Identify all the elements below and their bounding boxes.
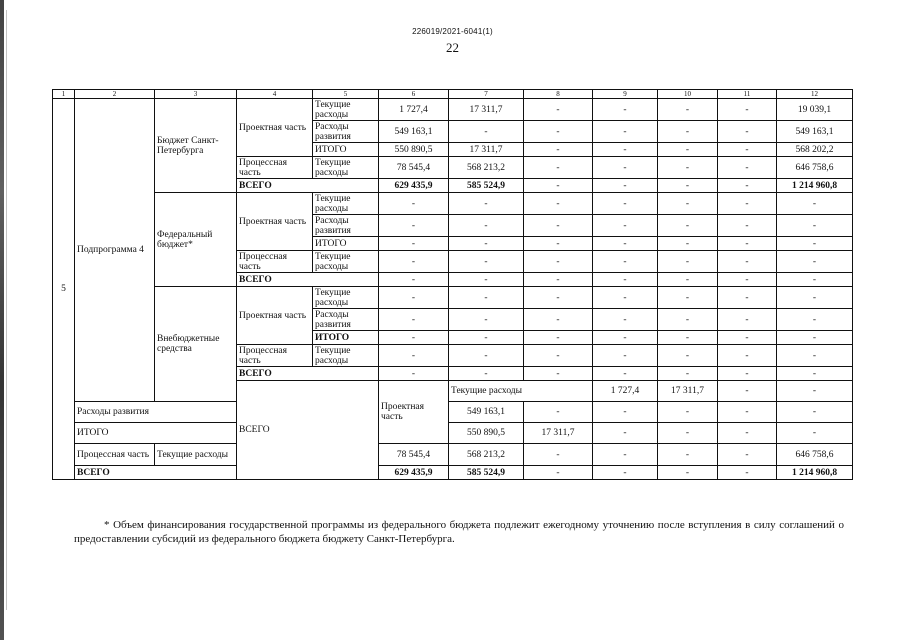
value-cell: - bbox=[593, 251, 658, 273]
value-cell: - bbox=[593, 121, 658, 143]
value-cell: - bbox=[718, 331, 777, 345]
value-cell: - bbox=[658, 345, 718, 367]
kind-current: Текущие расходы bbox=[449, 381, 593, 402]
financing-table bbox=[52, 89, 853, 480]
value-cell: 549 163,1 bbox=[449, 402, 524, 423]
value-cell: - bbox=[777, 423, 853, 444]
col-num: 10 bbox=[658, 90, 718, 99]
value-cell: - bbox=[777, 193, 853, 215]
value-cell: 550 890,5 bbox=[449, 423, 524, 444]
part-project: Проектная часть bbox=[237, 287, 313, 345]
source-spb: Бюджет Санкт-Петербурга bbox=[155, 99, 237, 193]
value-cell: - bbox=[449, 345, 524, 367]
value-cell: - bbox=[449, 251, 524, 273]
value-cell: - bbox=[777, 402, 853, 423]
value-cell: - bbox=[658, 444, 718, 466]
value-cell: - bbox=[379, 273, 449, 287]
table-row bbox=[53, 402, 853, 423]
col-num: 3 bbox=[155, 90, 237, 99]
value-cell: - bbox=[593, 402, 658, 423]
value-cell: 629 435,9 bbox=[379, 466, 449, 480]
value-cell: - bbox=[524, 179, 593, 193]
kind-development: Расходы развития bbox=[313, 121, 379, 143]
value-cell: - bbox=[718, 237, 777, 251]
value-cell: - bbox=[449, 331, 524, 345]
kind-itogo: ИТОГО bbox=[313, 237, 379, 251]
value-cell: - bbox=[449, 367, 524, 381]
page-number: 22 bbox=[446, 40, 459, 55]
value-cell: - bbox=[593, 309, 658, 331]
kind-itogo: ИТОГО bbox=[313, 331, 379, 345]
part-process: Процессная часть bbox=[237, 251, 313, 273]
value-cell: - bbox=[524, 99, 593, 121]
table-row bbox=[53, 423, 853, 444]
kind-current: Текущие расходы bbox=[313, 345, 379, 367]
value-cell: - bbox=[658, 179, 718, 193]
value-cell: 568 213,2 bbox=[449, 157, 524, 179]
value-cell: - bbox=[524, 251, 593, 273]
value-cell: - bbox=[718, 157, 777, 179]
value-cell: - bbox=[658, 309, 718, 331]
column-number-row bbox=[53, 90, 853, 99]
kind-development: Расходы развития bbox=[313, 215, 379, 237]
value-cell: - bbox=[658, 466, 718, 480]
kind-current: Текущие расходы bbox=[155, 444, 313, 466]
kind-current: Текущие расходы bbox=[313, 157, 379, 179]
value-cell: - bbox=[658, 331, 718, 345]
value-cell: - bbox=[718, 444, 777, 466]
value-cell: - bbox=[593, 466, 658, 480]
value-cell: - bbox=[777, 237, 853, 251]
value-cell: - bbox=[449, 309, 524, 331]
kind-vsego: ВСЕГО bbox=[75, 466, 313, 480]
table-row bbox=[53, 193, 853, 215]
value-cell: - bbox=[379, 215, 449, 237]
kind-current: Текущие расходы bbox=[313, 251, 379, 273]
value-cell: - bbox=[593, 331, 658, 345]
document-id: 226019/2021-6041(1) bbox=[412, 27, 493, 36]
value-cell: 568 202,2 bbox=[777, 143, 853, 157]
value-cell: - bbox=[593, 367, 658, 381]
value-cell: - bbox=[658, 273, 718, 287]
value-cell: 1 727,4 bbox=[379, 99, 449, 121]
value-cell: - bbox=[718, 121, 777, 143]
value-cell: - bbox=[658, 157, 718, 179]
value-cell: - bbox=[524, 237, 593, 251]
value-cell: - bbox=[718, 143, 777, 157]
table-row bbox=[53, 444, 853, 466]
table-row bbox=[53, 466, 853, 480]
scan-edge bbox=[0, 0, 4, 640]
value-cell: - bbox=[524, 215, 593, 237]
col-num: 11 bbox=[718, 90, 777, 99]
value-cell: 549 163,1 bbox=[379, 121, 449, 143]
col-num: 5 bbox=[313, 90, 379, 99]
value-cell: - bbox=[777, 273, 853, 287]
value-cell: - bbox=[524, 157, 593, 179]
value-cell: - bbox=[718, 309, 777, 331]
value-cell: - bbox=[524, 143, 593, 157]
value-cell: - bbox=[449, 215, 524, 237]
value-cell: - bbox=[777, 251, 853, 273]
value-cell: 1 214 960,8 bbox=[777, 179, 853, 193]
value-cell: 585 524,9 bbox=[449, 179, 524, 193]
value-cell: - bbox=[449, 273, 524, 287]
part-process: Процессная часть bbox=[237, 345, 313, 367]
value-cell: - bbox=[658, 237, 718, 251]
value-cell: 629 435,9 bbox=[379, 179, 449, 193]
value-cell: - bbox=[718, 193, 777, 215]
value-cell: - bbox=[777, 287, 853, 309]
value-cell: - bbox=[718, 179, 777, 193]
value-cell: - bbox=[718, 367, 777, 381]
value-cell: - bbox=[524, 466, 593, 480]
source-total: ВСЕГО bbox=[237, 381, 379, 480]
value-cell: - bbox=[593, 143, 658, 157]
value-cell: - bbox=[777, 309, 853, 331]
value-cell: - bbox=[379, 367, 449, 381]
value-cell: - bbox=[524, 273, 593, 287]
value-cell: - bbox=[593, 193, 658, 215]
value-cell: - bbox=[524, 367, 593, 381]
kind-current: Текущие расходы bbox=[313, 193, 379, 215]
value-cell: - bbox=[379, 193, 449, 215]
value-cell: - bbox=[524, 444, 593, 466]
value-cell: 549 163,1 bbox=[777, 121, 853, 143]
part-project: Проектная часть bbox=[379, 381, 449, 444]
value-cell: 568 213,2 bbox=[449, 444, 524, 466]
part-project: Проектная часть bbox=[237, 99, 313, 157]
scan-edge-line bbox=[6, 10, 7, 610]
value-cell: - bbox=[379, 237, 449, 251]
kind-current: Текущие расходы bbox=[313, 287, 379, 309]
value-cell: - bbox=[593, 215, 658, 237]
value-cell: - bbox=[449, 237, 524, 251]
value-cell: - bbox=[379, 287, 449, 309]
value-cell: - bbox=[593, 273, 658, 287]
value-cell: - bbox=[379, 309, 449, 331]
value-cell: - bbox=[593, 157, 658, 179]
value-cell: 646 758,6 bbox=[777, 444, 853, 466]
value-cell: 17 311,7 bbox=[449, 99, 524, 121]
kind-vsego: ВСЕГО bbox=[237, 367, 379, 381]
col-num: 7 bbox=[449, 90, 524, 99]
table-row bbox=[53, 287, 853, 309]
kind-vsego: ВСЕГО bbox=[237, 273, 379, 287]
value-cell: - bbox=[593, 444, 658, 466]
value-cell: - bbox=[658, 251, 718, 273]
value-cell: - bbox=[593, 237, 658, 251]
value-cell: - bbox=[718, 423, 777, 444]
col-num: 6 bbox=[379, 90, 449, 99]
value-cell: 17 311,7 bbox=[449, 143, 524, 157]
value-cell: 78 545,4 bbox=[379, 157, 449, 179]
value-cell: - bbox=[379, 345, 449, 367]
value-cell: 19 039,1 bbox=[777, 99, 853, 121]
kind-vsego: ВСЕГО bbox=[237, 179, 379, 193]
col-num: 2 bbox=[75, 90, 155, 99]
value-cell: 17 311,7 bbox=[524, 423, 593, 444]
value-cell: - bbox=[658, 215, 718, 237]
col-num: 12 bbox=[777, 90, 853, 99]
value-cell: - bbox=[449, 121, 524, 143]
value-cell: - bbox=[777, 331, 853, 345]
value-cell: 646 758,6 bbox=[777, 157, 853, 179]
value-cell: - bbox=[718, 215, 777, 237]
value-cell: 17 311,7 bbox=[658, 381, 718, 402]
kind-itogo: ИТОГО bbox=[75, 423, 237, 444]
kind-itogo: ИТОГО bbox=[313, 143, 379, 157]
source-federal: Федеральный бюджет* bbox=[155, 193, 237, 287]
value-cell: - bbox=[658, 423, 718, 444]
value-cell: - bbox=[658, 193, 718, 215]
value-cell: - bbox=[718, 402, 777, 423]
kind-development: Расходы развития bbox=[75, 402, 237, 423]
value-cell: - bbox=[658, 143, 718, 157]
value-cell: - bbox=[718, 273, 777, 287]
value-cell: - bbox=[524, 345, 593, 367]
value-cell: - bbox=[718, 345, 777, 367]
subprogram-name: Подпрограмма 4 bbox=[75, 99, 155, 402]
value-cell: - bbox=[658, 121, 718, 143]
value-cell: - bbox=[718, 381, 777, 402]
value-cell: - bbox=[718, 466, 777, 480]
value-cell: - bbox=[524, 309, 593, 331]
value-cell: 1 727,4 bbox=[593, 381, 658, 402]
value-cell: - bbox=[658, 287, 718, 309]
value-cell: 550 890,5 bbox=[379, 143, 449, 157]
value-cell: - bbox=[593, 179, 658, 193]
value-cell: - bbox=[524, 193, 593, 215]
col-num: 8 bbox=[524, 90, 593, 99]
part-process: Процессная часть bbox=[75, 444, 155, 466]
value-cell: - bbox=[524, 331, 593, 345]
value-cell: - bbox=[524, 121, 593, 143]
col-num: 4 bbox=[237, 90, 313, 99]
source-offbudget: Внебюджетные средства bbox=[155, 287, 237, 402]
value-cell: - bbox=[593, 423, 658, 444]
value-cell: 1 214 960,8 bbox=[777, 466, 853, 480]
value-cell: - bbox=[593, 99, 658, 121]
value-cell: - bbox=[379, 251, 449, 273]
table-row bbox=[53, 99, 853, 121]
value-cell: - bbox=[524, 287, 593, 309]
value-cell: - bbox=[718, 251, 777, 273]
part-project: Проектная часть bbox=[237, 193, 313, 251]
value-cell: - bbox=[593, 345, 658, 367]
value-cell: - bbox=[658, 99, 718, 121]
value-cell: - bbox=[658, 367, 718, 381]
value-cell: - bbox=[777, 367, 853, 381]
value-cell: 585 524,9 bbox=[449, 466, 524, 480]
value-cell: - bbox=[449, 287, 524, 309]
col-num: 1 bbox=[53, 90, 75, 99]
value-cell: - bbox=[718, 287, 777, 309]
value-cell: - bbox=[777, 381, 853, 402]
value-cell: - bbox=[777, 345, 853, 367]
footnote: * Объем финансирования государственной программы из федерального бюджета подлежит ежегодному уточнению после вступления в силу соглашений о предоставлении субсидий из федерального бюджета бюджету Санкт-Петербурга. bbox=[74, 519, 844, 545]
row-number: 5 bbox=[53, 99, 75, 480]
col-num: 9 bbox=[593, 90, 658, 99]
value-cell: - bbox=[718, 99, 777, 121]
value-cell: - bbox=[524, 402, 593, 423]
value-cell: - bbox=[593, 287, 658, 309]
value-cell: - bbox=[777, 215, 853, 237]
kind-current: Текущие расходы bbox=[313, 99, 379, 121]
value-cell: - bbox=[658, 402, 718, 423]
value-cell: - bbox=[379, 331, 449, 345]
value-cell: 78 545,4 bbox=[379, 444, 449, 466]
part-process: Процессная часть bbox=[237, 157, 313, 179]
value-cell: - bbox=[449, 193, 524, 215]
kind-development: Расходы развития bbox=[313, 309, 379, 331]
